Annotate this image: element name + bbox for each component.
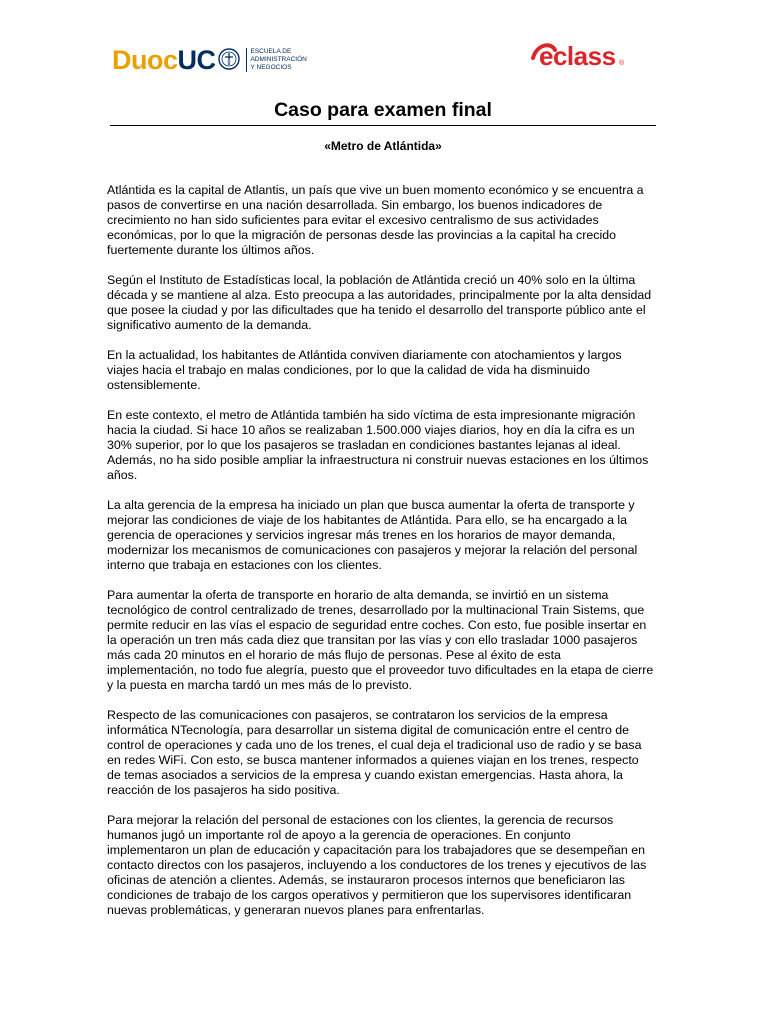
school-name-line: ADMINISTRACIÓN: [250, 56, 307, 63]
school-name: [246, 48, 307, 72]
document-body: [107, 183, 659, 933]
body-paragraph: En este contexto, el metro de Atlántida también ha sido víctima de esta impresionante migración hacia la ciudad. Si hace 10 años se realizaban 1.500.000 viajes diarios, hoy en día la cifra es un 30% superior, por lo que los pasajeros se trasladan en condiciones bastantes lejanas al ideal. Además, no ha sido posible ampliar la infraestructura ni construir nuevas estaciones en los últimos años.: [107, 408, 649, 482]
body-paragraph: Para aumentar la oferta de transporte en horario de alta demanda, se invirtió en un sistema tecnológico de control centralizado de trenes, desarrollado por la multinacional Train Sistems, que permite reducir en las vías el espacio de seguridad entre coches. Con esto, fue posible insertar en la operación un tren más cada diez que transitan por las vías y con ello trasladar 1000 pasajeros más cada 20 minutos en el horario de más flujo de personas. Pese al éxito de esta implementación, no todo fue alegría, puesto que el proveedor tuvo dificultades en la etapa de cierre y la puesta en marcha tardó un mes más de lo previsto.: [107, 588, 654, 692]
body-paragraph: Para mejorar la relación del personal de estaciones con los clientes, la gerencia de recursos humanos jugó un importante rol de apoyo a la gerencia de operaciones. En conjunto implementaron un plan de educación y capacitación para los trabajadores que se desempeñan en contacto directos con los pasajeros, incluyendo a los conductores de los trenes y ejecutivos de las oficinas de atención a clientes. Además, se instauraron procesos internos que beneficiaron las condiciones de trabajo de los cargos operativos y permitieron que los supervisores identificaran nuevas problemáticas, y generaran nuevos planes para enfrentarlas.: [107, 813, 647, 917]
body-paragraph: Respecto de las comunicaciones con pasajeros, se contrataron los servicios de la empresa informática NTecnología, para desarrollar un sistema digital de comunicación entre el centro de control de operaciones y cada uno de los trenes, el cual deja el tradicional uso de radio y se basa en redes WiFi. Con esto, se busca mantener informados a quienes viajan en los trenes, respecto de temas asociados a servicios de la empresa y cuando existan emergencias. Hasta ahora, la reacción de los pasajeros ha sido positiva.: [107, 708, 642, 797]
body-paragraph: Según el Instituto de Estadísticas local, la población de Atlántida creció un 40% solo en la última década y se mantiene al alza. Esto preocupa a las autoridades, principalmente por la alta densidad que posee la ciudad y por las dificultades que ha tenido el desarrollo del transporte público ante el significativo aumento de la demanda.: [107, 273, 652, 332]
school-name-line: ESCUELA DE: [250, 48, 292, 55]
document-title: Caso para examen final: [274, 99, 492, 121]
university-seal-icon: [218, 48, 240, 70]
body-paragraph: La alta gerencia de la empresa ha iniciado un plan que busca aumentar la oferta de transporte y mejorar las condiciones de viaje de los habitantes de Atlántida. Para ello, se ha encargado a la gerencia de operaciones y servicios ingresar más trenes en los horarios de mayor demanda, modernizar los mecanismos de comunicaciones con pasajeros y mejorar la relación del personal interno que trabaja en estaciones con los clientes.: [107, 498, 638, 572]
body-paragraph: Atlántida es la capital de Atlantis, un país que vive un buen momento económico y se encuentra a pasos de convertirse en una nación desarrollada. Sin embargo, los buenos indicadores de crecimiento no han sido suficientes para evitar el excesivo centralismo de sus actividades económicas, por lo que la migración de personas desde las provincias a la capital ha crecido fuertemente durante los últimos años.: [107, 183, 644, 257]
eclass-logo-text: eclass: [539, 41, 616, 71]
document-subtitle: «Metro de Atlántida»: [324, 139, 442, 153]
title-underline: [110, 125, 656, 126]
duoc-wordmark-text: Duoc: [112, 44, 178, 75]
duoc-uc-logo: [112, 40, 307, 80]
eclass-logo: [531, 36, 627, 72]
registered-mark: ®: [619, 60, 625, 67]
document-header: [0, 0, 768, 90]
school-name-line: Y NEGOCIOS: [250, 64, 292, 71]
uc-wordmark-text: UC: [177, 44, 216, 75]
duoc-uc-wordmark: [112, 44, 216, 75]
body-paragraph: En la actualidad, los habitantes de Atlántida conviven diariamente con atochamientos y largos viajes hacia el trabajo en malas condiciones, por lo que la calidad de vida ha disminuido ostensiblemente.: [107, 348, 622, 392]
